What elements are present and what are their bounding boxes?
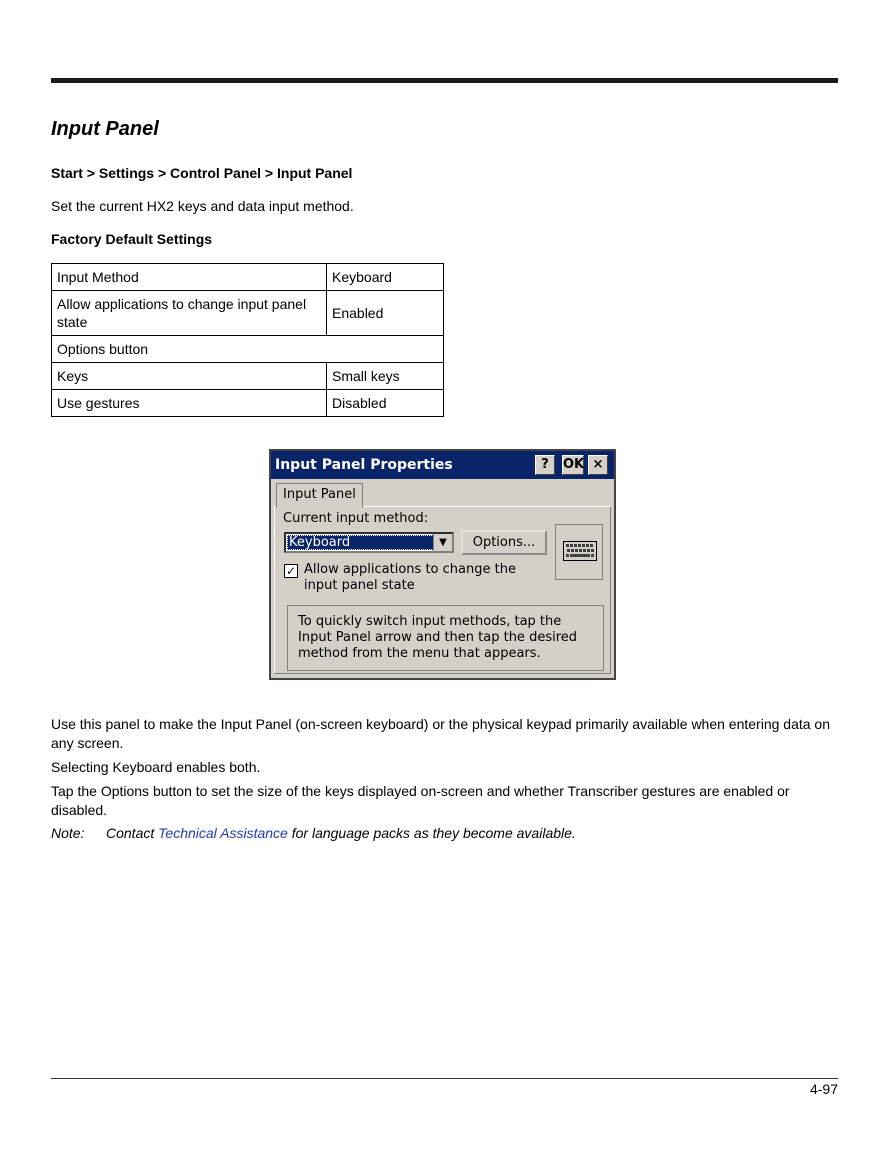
input-method-dropdown[interactable] [284,532,454,553]
keyboard-preview[interactable] [555,524,603,580]
tab-input-panel[interactable]: Input Panel [276,483,363,508]
table-cell-value: Keyboard [327,264,444,291]
table-row [52,390,444,417]
technical-assistance-link[interactable]: Technical Assistance [158,825,288,841]
table-cell-value: Small keys [327,363,444,390]
page-number: 4-97 [809,1081,838,1097]
options-button[interactable]: Options... [461,530,547,555]
input-method-value: Keyboard [287,535,434,550]
table-cell-setting: Input Method [52,264,327,291]
body-paragraph: Tap the Options button to set the size of the keys displayed on-screen and whether Transcriber gestures are enabled or disabled. [51,783,790,818]
top-rule [51,78,838,83]
table-row [52,336,444,363]
close-button[interactable] [588,455,608,475]
table-cell-setting: Allow applications to change input panel state [52,291,327,336]
note-prefix: Contact [106,825,159,841]
dialog-title-bar [271,451,614,479]
table-row [52,291,444,336]
table-row [52,363,444,390]
allow-applications-checkbox[interactable] [284,564,298,578]
factory-defaults-heading: Factory Default Settings [51,231,213,247]
body-paragraph: Selecting Keyboard enables both. [51,759,261,775]
input-panel-properties-dialog [269,449,616,680]
help-button[interactable] [535,455,555,475]
page-title: Input Panel [51,118,159,140]
factory-defaults-table [51,263,444,417]
table-cell-setting: Use gestures [52,390,327,417]
table-row [52,264,444,291]
ok-button[interactable]: OK [562,455,584,475]
table-cell-setting: Keys [52,363,327,390]
body-paragraph: Use this panel to make the Input Panel (on-screen keyboard) or the physical keypad primarily available when entering data on any screen. [51,716,830,751]
dialog-title: Input Panel Properties [275,457,453,473]
close-icon: × [592,457,604,472]
table-cell-value: Disabled [327,390,444,417]
note [51,825,576,841]
current-method-label: Current input method: [283,511,429,526]
keyboard-icon [563,541,597,561]
note-suffix: for language packs as they become available. [287,825,576,841]
breadcrumb: Start > Settings > Control Panel > Input Panel [51,165,353,181]
note-label: Note: [51,825,85,841]
bottom-rule [51,1078,838,1079]
info-box: To quickly switch input methods, tap the Input Panel arrow and then tap the desired method from the menu that appears. [287,605,604,671]
table-cell-setting: Options button [52,336,444,363]
checkmark-icon: ✓ [285,564,297,578]
dropdown-arrow-icon[interactable]: ▼ [433,534,452,551]
allow-applications-label[interactable]: Allow applications to change the input panel state [304,562,516,593]
help-icon: ? [541,457,549,472]
table-cell-value: Enabled [327,291,444,336]
intro-text: Set the current HX2 keys and data input method. [51,198,354,214]
